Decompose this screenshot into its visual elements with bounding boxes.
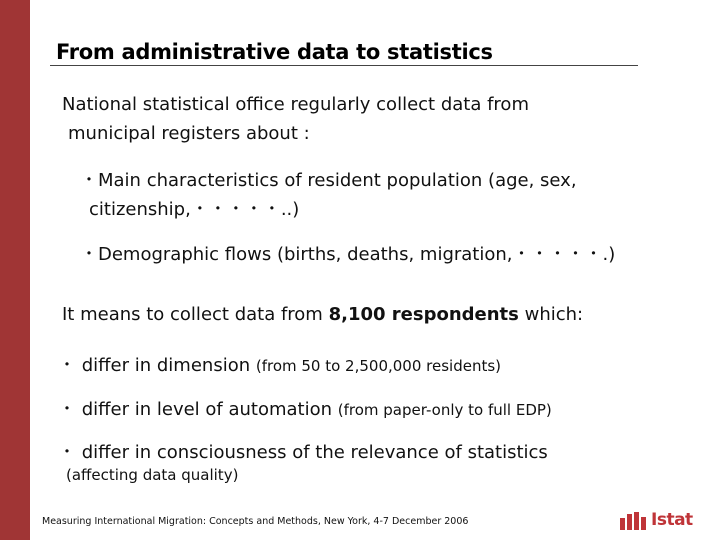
side-accent-bar: [0, 0, 30, 540]
difference-dimension-note: (from 50 to 2,500,000 residents): [255, 357, 502, 375]
difference-automation-note: (from paper-only to full EDP): [337, 401, 552, 419]
difference-consciousness: ・ differ in consciousness of the relevance of statistics: [58, 442, 548, 463]
slide-title: From administrative data to statistics: [56, 40, 493, 64]
bullet-population-line-1: ・Main characteristics of resident population (age, sex,: [80, 170, 577, 191]
difference-dimension-main: ・ differ in dimension: [58, 355, 256, 376]
bullet-population-line-2: citizenship,・・・・・..): [89, 199, 300, 220]
intro-line-1: National statistical office regularly collect data from: [62, 94, 529, 115]
intro-line-2: municipal registers about :: [68, 123, 310, 144]
istat-logo-text: Istat: [651, 510, 693, 530]
title-underline: [50, 65, 638, 66]
respondents-count: 8,100 respondents: [328, 304, 519, 325]
respondents-suffix: which:: [518, 304, 584, 325]
istat-logo: [620, 508, 696, 532]
difference-consciousness-note: (affecting data quality): [66, 466, 239, 484]
difference-automation: [58, 395, 552, 421]
bullet-demographic-flows: ・Demographic flows (births, deaths, migration,・・・・・.): [80, 244, 616, 265]
difference-automation-main: ・ differ in level of automation: [58, 399, 338, 420]
difference-dimension: [58, 351, 501, 377]
respondents-prefix: It means to collect data from: [62, 304, 329, 325]
footer-text: Measuring International Migration: Concepts and Methods, New York, 4-7 December 2006: [42, 516, 469, 527]
respondents-sentence: [62, 304, 583, 325]
istat-bars-icon: [620, 512, 648, 530]
